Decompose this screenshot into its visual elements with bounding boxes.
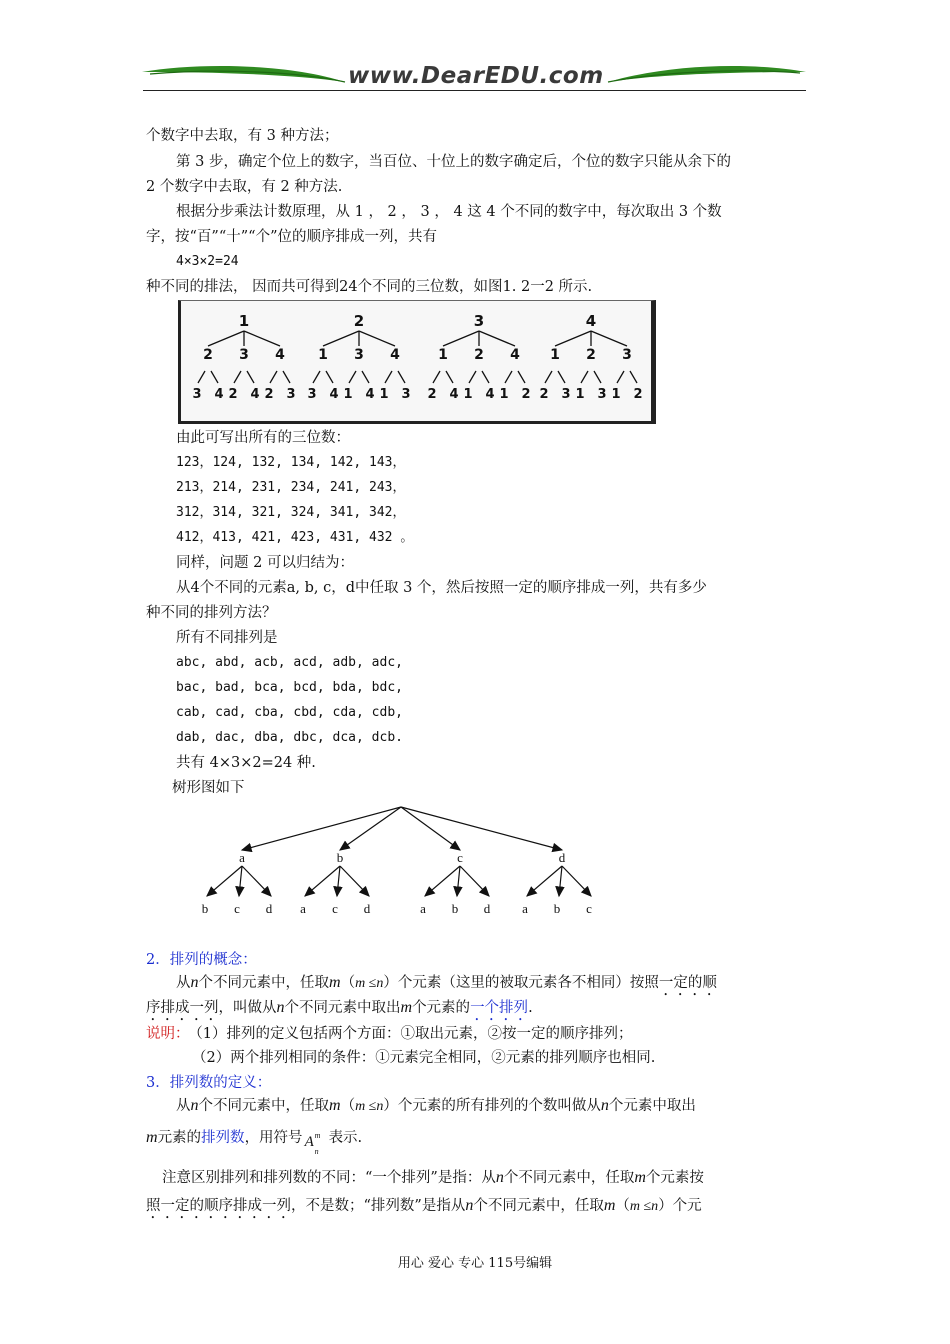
tree-leaf-label: 1 [611, 387, 621, 402]
text-fragment: ，用符号 [244, 1130, 303, 1146]
text-line: 第 3 步，确定个位上的数字，当百位、十位上的数字确定后，个位的数字只能从余下的 [176, 154, 731, 170]
tree-arrow [457, 866, 460, 896]
text-line: 共有 4×3×2=24 种. [176, 755, 316, 771]
tree-mid-label: 2 [586, 347, 596, 363]
tree-branch [244, 331, 280, 346]
tree-leaf-letter: c [586, 901, 592, 916]
symbol-sup: m [314, 1131, 321, 1140]
number-list-line: 123，124, 132, 134, 142, 143， [176, 455, 406, 470]
math-m: m [146, 1129, 158, 1146]
tree-leaf-label: 3 [597, 387, 607, 402]
permutation-line: bac, bad, bca, bcd, bda, bdc, [176, 680, 403, 695]
math-m-le-n: m ≤n [355, 976, 384, 991]
text-fragment: 个元素按 [645, 1170, 704, 1186]
tree-branch [234, 371, 241, 383]
tree-branch [594, 371, 601, 383]
tree-leaf-label: 3 [401, 387, 411, 402]
scanned-tree-svg [181, 301, 651, 421]
emphasized-term: 一个排列 [470, 1000, 529, 1016]
tree-leaf-label: 1 [575, 387, 585, 402]
permutation-symbol [303, 1128, 329, 1156]
tree-arrow [239, 866, 242, 896]
tree-arrow [562, 866, 591, 896]
tree-arrow [242, 866, 271, 896]
tree-arrow [527, 866, 562, 896]
tree-mid-label: 4 [510, 347, 520, 363]
tree-mid-label: 3 [622, 347, 632, 363]
tree-branch [362, 371, 369, 383]
tree-branch [446, 371, 453, 383]
text-fragment: 个元素中取出 [608, 1098, 696, 1114]
text-fragment: （1）排列的定义包括两个方面：①取出元素，②按一定的顺序排列； [195, 1026, 633, 1042]
tree-branch [433, 371, 440, 383]
text-line: 同样，问题 2 可以归结为： [176, 555, 354, 571]
permutation-line: abc, abd, acb, acd, adb, adc, [176, 655, 403, 670]
tree-root-label: 1 [238, 312, 250, 330]
tree-branch [247, 371, 254, 383]
emphasized-text: 照一定的顺序排成一列 [146, 1198, 291, 1214]
text-fragment: 个元素的 [412, 1000, 471, 1016]
tree-branch [208, 331, 244, 346]
tree-mid-label: 1 [438, 347, 448, 363]
tree-arrow [425, 866, 460, 896]
scanned-tree-figure [178, 300, 656, 424]
math-n: n [276, 999, 285, 1016]
tree-mid-letter: c [457, 850, 463, 865]
tree-leaf-label: 4 [214, 387, 224, 402]
text-line: 个数字中去取，有 3 种方法； [146, 128, 339, 144]
tree-leaf-label: 2 [427, 387, 437, 402]
tree-leaf-label: 2 [228, 387, 238, 402]
text-line: 2 个数字中去取，有 2 种方法. [146, 179, 343, 195]
tree-branch [581, 371, 588, 383]
tree-leaf-letter: b [451, 901, 459, 916]
text-fragment: 个不同元素中取出 [284, 1000, 401, 1016]
tree-leaf-label: 1 [343, 387, 353, 402]
tree-root-label: 3 [473, 312, 485, 330]
text-line: 根据分步乘法计数原理，从 1 ， 2 ， 3 ， 4 这 4 个不同的数字中，每次取出 3 个数 [176, 204, 722, 220]
tree-mid-label: 1 [318, 347, 328, 363]
tree-branch [349, 371, 356, 383]
tree-branch [359, 331, 395, 346]
tree-branch [385, 371, 392, 383]
tree-leaf-letter: c [332, 901, 338, 916]
tree-branch [617, 371, 624, 383]
emphasized-term: 排列数 [201, 1130, 245, 1146]
text-line: 所有不同排列是 [176, 630, 278, 646]
tree-leaf-label: 1 [379, 387, 389, 402]
definition-line [176, 1096, 696, 1117]
tree-mid-letter: d [558, 850, 566, 865]
text-fragment: 个不同元素中，任取 [503, 1170, 635, 1186]
letter-tree-diagram [190, 800, 630, 925]
tree-leaf-label: 4 [250, 387, 260, 402]
text-fragment: 元素的 [157, 1130, 202, 1146]
tree-arrow [559, 866, 562, 896]
tree-leaf-letter: b [553, 901, 561, 916]
permutation-line: cab, cad, cba, cbd, cda, cdb, [176, 705, 403, 720]
text-fragment: 个不同元素中，任取 [473, 1198, 604, 1214]
text-fragment: ）个元 [658, 1198, 702, 1214]
tree-root-label: 4 [585, 312, 597, 330]
tree-arrow [242, 807, 401, 850]
definition-line [176, 973, 717, 999]
tree-branch [313, 371, 320, 383]
text-line: 由此可写出所有的三位数： [176, 430, 350, 446]
tree-leaf-letter: a [300, 901, 306, 916]
page-footer: 用心 爱心 专心 115号编辑 [397, 1256, 553, 1271]
tree-leaf-label: 3 [561, 387, 571, 402]
tree-branch [545, 371, 552, 383]
tree-leaf-label: 2 [633, 387, 643, 402]
text-fragment: 个不同元素中，任取 [198, 975, 329, 991]
tree-leaf-label: 2 [264, 387, 274, 402]
text-fragment: 个不同元素中，任取 [198, 1098, 329, 1114]
tree-leaf-label: 1 [499, 387, 509, 402]
tree-mid-label: 4 [275, 347, 285, 363]
permutation-line: dab, dac, dba, dbc, dca, dcb. [176, 730, 403, 745]
math-m: m [603, 1197, 616, 1214]
tree-arrow [340, 807, 401, 850]
tree-branch [591, 331, 627, 346]
math-m-le-n: m ≤n [629, 1199, 659, 1214]
tree-branch [270, 371, 277, 383]
section-heading: 3．排列数的定义： [146, 1075, 272, 1091]
definition-line [146, 998, 533, 1024]
tree-branch [630, 371, 637, 383]
math-n: n [465, 1197, 474, 1214]
tree-root-label: 2 [353, 312, 365, 330]
definition-line [162, 1168, 704, 1188]
tree-mid-letter: b [336, 850, 344, 865]
tree-leaf-label: 4 [329, 387, 339, 402]
tree-leaf-label: 2 [539, 387, 549, 402]
tree-leaf-label: 1 [463, 387, 473, 402]
text-line: 4×3×2=24 [176, 254, 239, 269]
definition-line [146, 1128, 363, 1156]
text-fragment: ，不是数；“排列数”是指从 [291, 1198, 466, 1214]
tree-mid-label: 2 [474, 347, 484, 363]
tree-branch [518, 371, 525, 383]
tree-leaf-letter: c [234, 901, 240, 916]
note-label: 说明： [146, 1026, 190, 1042]
text-line: 种不同的排列方法？ [146, 605, 277, 621]
tree-arrow [337, 866, 340, 896]
text-fragment: （ [340, 1098, 356, 1114]
tree-branch [326, 371, 333, 383]
text-fragment: ）个元素的所有排列的个数叫做从 [383, 1098, 601, 1114]
tree-leaf-letter: a [420, 901, 426, 916]
tree-mid-label: 1 [550, 347, 560, 363]
text-fragment: ，叫做从 [218, 1000, 277, 1016]
math-m-le-n: m ≤n [355, 1099, 384, 1114]
tree-leaf-letter: d [363, 901, 371, 916]
math-m: m [400, 999, 413, 1016]
tree-arrow [305, 866, 340, 896]
tree-branch [479, 331, 515, 346]
math-n: n [495, 1169, 504, 1186]
tree-arrow [340, 866, 369, 896]
tree-leaf-label: 4 [485, 387, 495, 402]
tree-arrow [460, 866, 489, 896]
site-logo: www.DearEDU.com [348, 63, 604, 89]
number-list-line: 312，314, 321, 324, 341, 342， [176, 505, 406, 520]
math-m: m [634, 1169, 646, 1186]
math-m: m [329, 1097, 341, 1114]
tree-branch [558, 371, 565, 383]
tree-leaf-letter: b [201, 901, 209, 916]
tree-leaf-label: 3 [192, 387, 202, 402]
text-fragment: 注意区别排列和排列数的不同：“一个排列”是指：从 [162, 1170, 496, 1186]
text-line: 从4个不同的元素a, b, c，d中任取 3 个，然后按照一定的顺序排成一列，共有多少 [176, 580, 707, 596]
text-line: 树形图如下 [172, 780, 245, 796]
math-n: n [190, 974, 199, 991]
tree-leaf-label: 4 [449, 387, 459, 402]
symbol-sub: n [314, 1147, 319, 1156]
tree-branch [555, 331, 591, 346]
number-list-line: 412，413, 421, 423, 431, 432 。 [176, 530, 414, 545]
text-fragment: . [528, 1000, 533, 1016]
text-fragment: （ [340, 975, 356, 991]
emphasized-text: 一定的顺 [658, 975, 717, 991]
number-list-line: 213，214, 231, 234, 241, 243， [176, 480, 406, 495]
tree-branch [482, 371, 489, 383]
tree-branch [505, 371, 512, 383]
header-rule [143, 90, 806, 91]
text-line: 字，按“百”“十”“个”位的顺序排成一列，共有 [146, 229, 437, 245]
tree-leaf-letter: d [483, 901, 491, 916]
tree-arrow [401, 807, 562, 850]
tree-mid-label: 3 [354, 347, 364, 363]
tree-leaf-label: 4 [365, 387, 375, 402]
math-m: m [329, 974, 341, 991]
tree-mid-label: 4 [390, 347, 400, 363]
symbol-A: A [304, 1134, 314, 1150]
note-line [146, 1024, 632, 1044]
tree-leaf-label: 3 [307, 387, 317, 402]
tree-branch [283, 371, 290, 383]
tree-mid-letter: a [239, 850, 245, 865]
text-fragment: 从 [176, 1098, 191, 1114]
tree-leaf-letter: a [522, 901, 528, 916]
text-fragment: 从 [176, 975, 191, 991]
tree-leaf-label: 2 [521, 387, 531, 402]
math-n: n [190, 1097, 199, 1114]
text-fragment: ）个元素（这里的被取元素各不相同）按照 [383, 975, 659, 991]
tree-mid-label: 3 [239, 347, 249, 363]
tree-branch [469, 371, 476, 383]
section-heading: 2．排列的概念： [146, 952, 257, 968]
tree-leaf-label: 3 [286, 387, 296, 402]
emphasized-text: 序排成一列 [146, 1000, 219, 1016]
tree-branch [443, 331, 479, 346]
text-fragment: 表示. [328, 1130, 363, 1146]
tree-branch [323, 331, 359, 346]
definition-line [146, 1196, 702, 1222]
tree-branch [211, 371, 218, 383]
text-fragment: （ [615, 1198, 630, 1214]
tree-arrow [401, 807, 460, 850]
math-n: n [600, 1097, 609, 1114]
tree-mid-label: 2 [203, 347, 213, 363]
note-line: （2）两个排列相同的条件：①元素完全相同，②元素的排列顺序也相同. [192, 1050, 656, 1066]
tree-branch [198, 371, 205, 383]
text-line: 种不同的排法， 因而共可得到24个不同的三位数，如图1. 2一2 所示. [146, 279, 593, 295]
tree-branch [398, 371, 405, 383]
tree-leaf-letter: d [265, 901, 273, 916]
tree-arrow [207, 866, 242, 896]
